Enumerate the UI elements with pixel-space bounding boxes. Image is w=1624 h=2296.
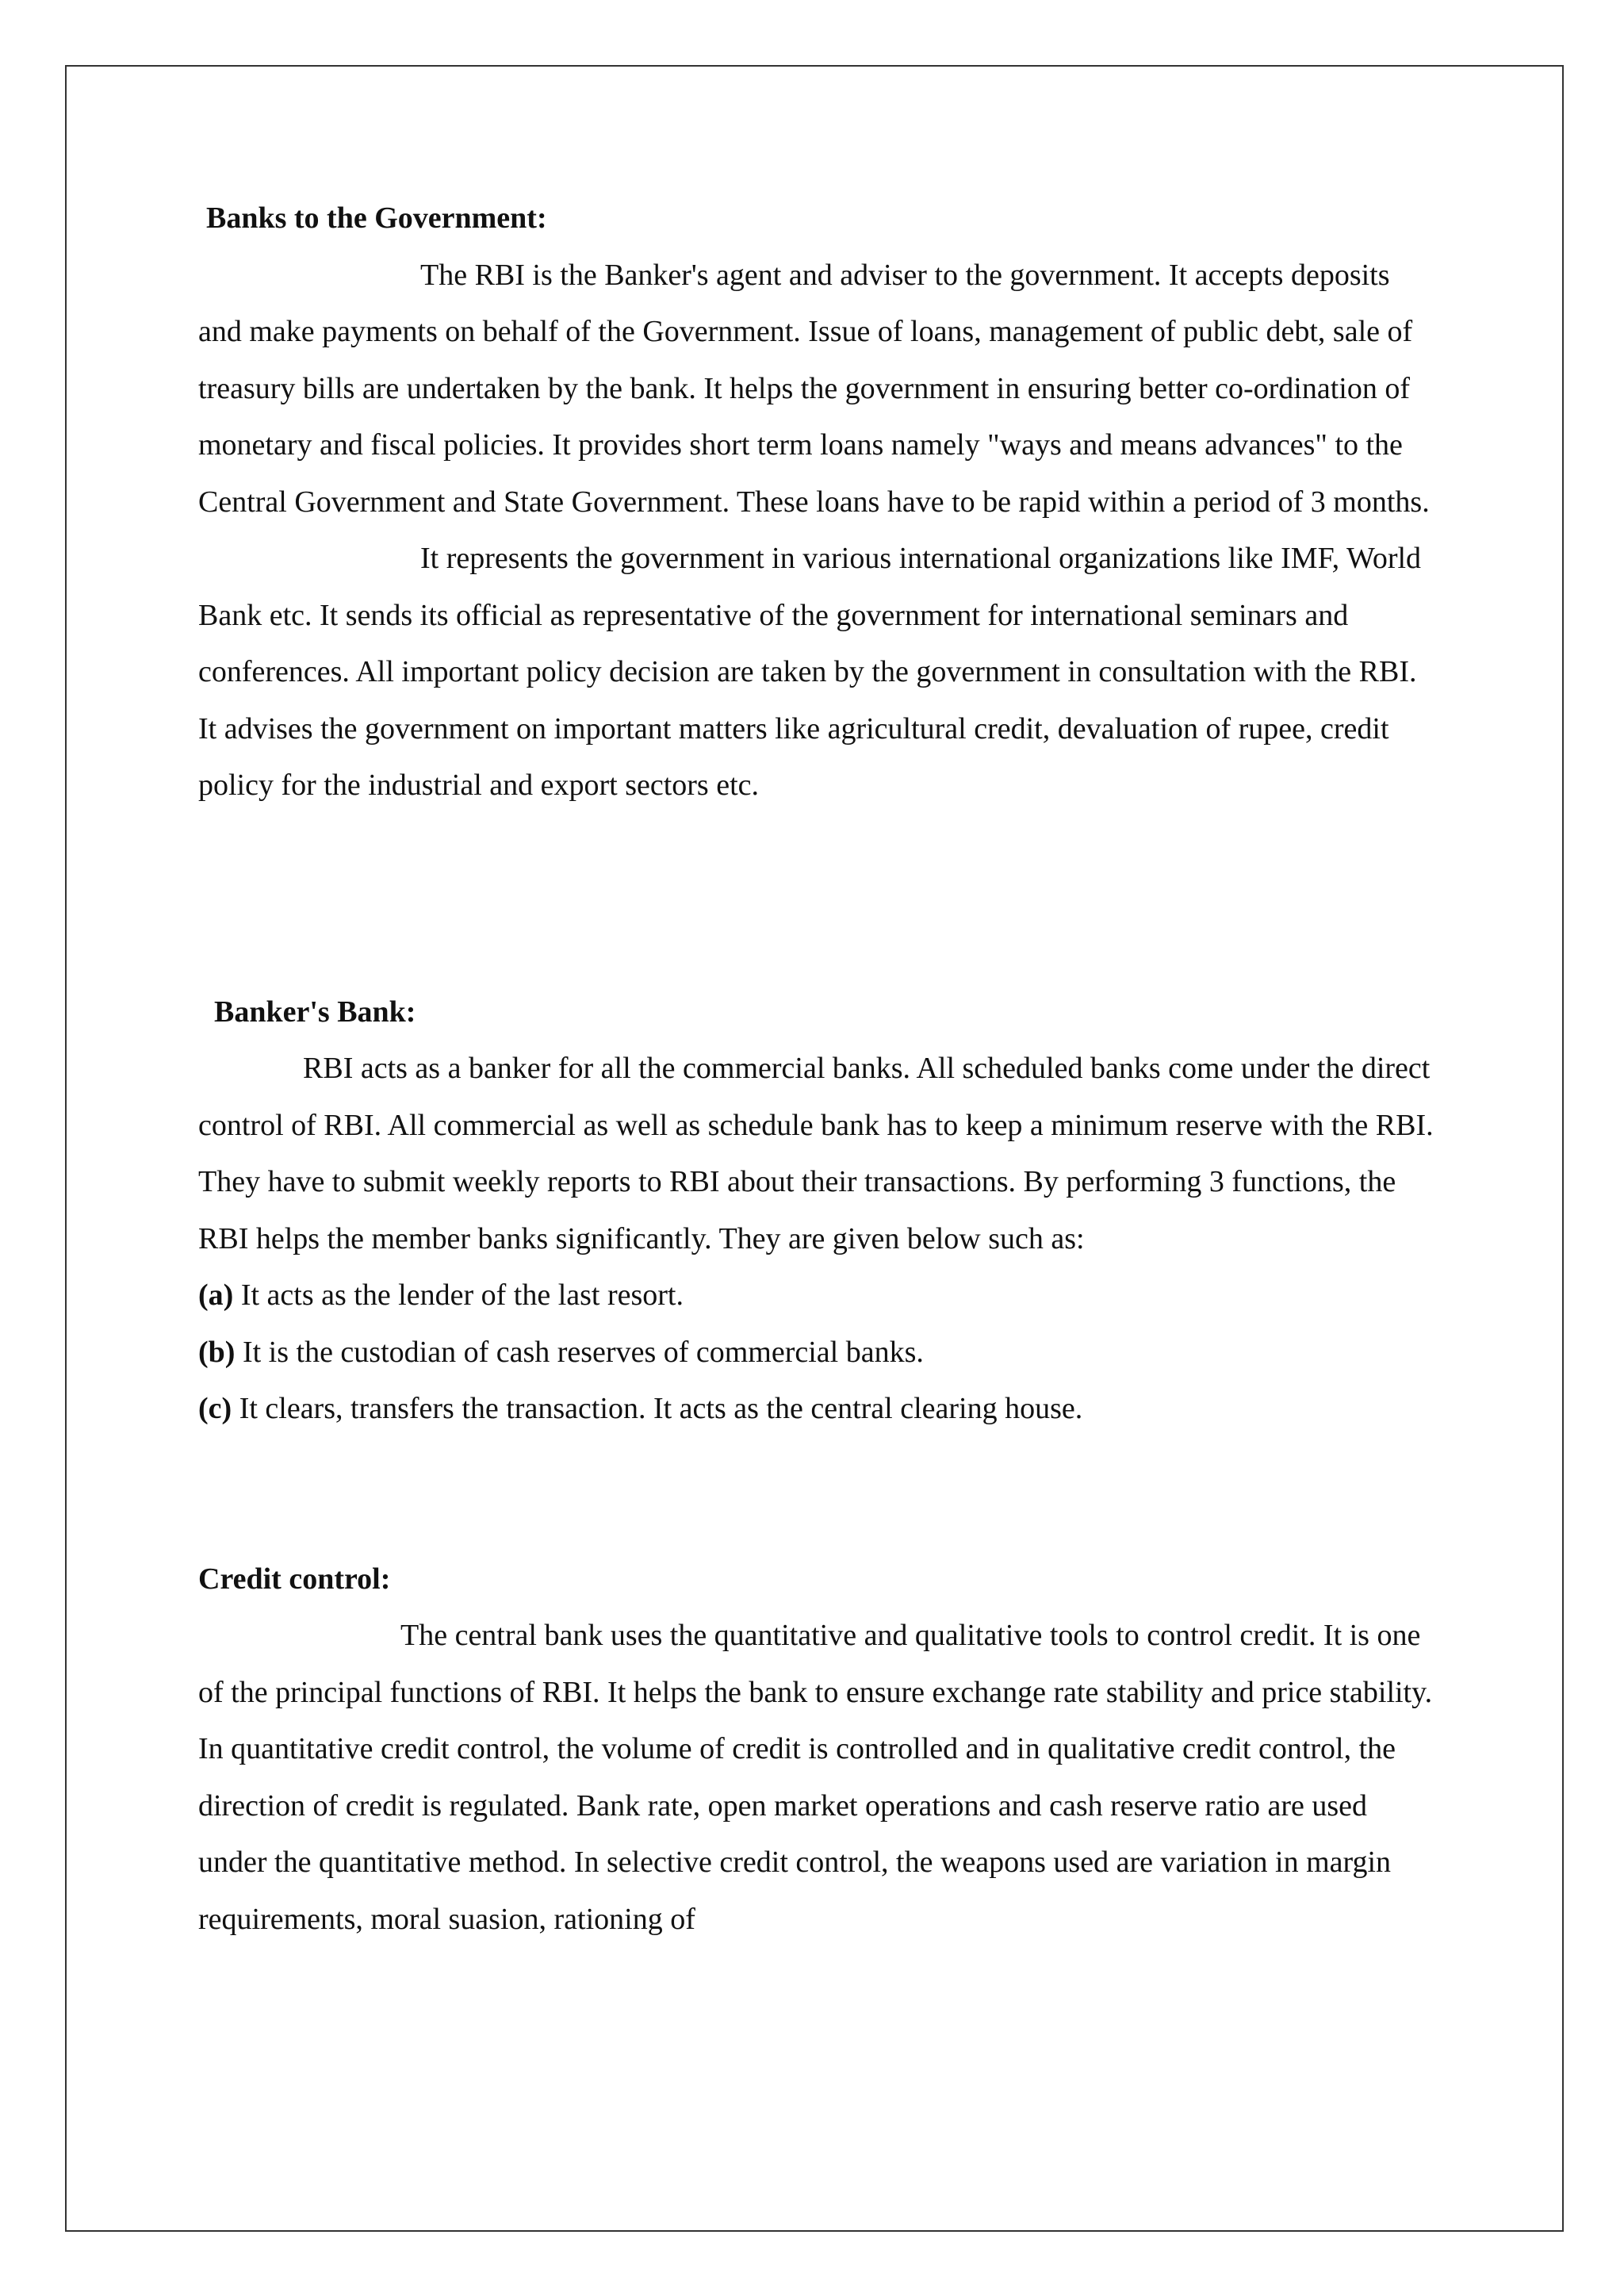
paragraph: RBI acts as a banker for all the commercial banks. All scheduled banks come under the direct control of RBI. All commercial as well as schedule bank has to keep a minimum reserve with the RBI. They have to submit weekly reports to RBI about their transactions. By performing 3 functions, the RBI helps the member banks significantly. They are given below such as: (198, 1052, 1434, 1255)
paragraph: The central bank uses the quantitative and qualitative tools to control credit. It is one of the principal functions of RBI. It helps the bank to ensure exchange rate stability and price stability. In quantitative credit control, the volume of credit is controlled and in qualitative credit control, the direction of credit is regulated. Bank rate, open market operations and cash reserve ratio are used under the quantitative method. In selective credit control, the weapons used are variation in margin requirements, moral suasion, rationing of (198, 1619, 1433, 1936)
document-body (198, 190, 1435, 1948)
section-heading: Banks to the Government: (206, 201, 547, 235)
list-item (198, 1324, 1435, 1382)
section-banks-to-government (198, 190, 1435, 815)
paragraph: It represents the government in various international organizations like IMF, World Bank etc. It sends its official as representative of the government for international seminars and conferences. All important policy decision are taken by the government in consultation with the RBI. It advises the government on important matters like agricultural credit, devaluation of rupee, credit policy for the industrial and export sectors etc. (198, 542, 1422, 802)
list-text: It is the custodian of cash reserves of commercial banks. (235, 1335, 924, 1369)
list-text: It clears, transfers the transaction. It acts as the central clearing house. (232, 1392, 1083, 1425)
list-marker: (b) (198, 1335, 236, 1369)
section-heading: Banker's Bank: (214, 995, 416, 1029)
list-item (198, 1267, 1435, 1324)
list-marker: (a) (198, 1278, 234, 1312)
paragraph: The RBI is the Banker's agent and adviser to the government. It accepts deposits and make payments on behalf of the Government. Issue of loans, management of public debt, sale of treasury bills are undertaken by the bank. It helps the government in ensuring better co-ordination of monetary and fiscal policies. It provides short term loans namely "ways and means advances" to the Central Government and State Government. These loans have to be rapid within a period of 3 months. (198, 258, 1430, 519)
section-bankers-bank (198, 984, 1435, 1438)
list-text: It acts as the lender of the last resort. (233, 1278, 684, 1312)
section-credit-control (198, 1551, 1435, 1949)
list-item (198, 1381, 1435, 1438)
list-marker: (c) (198, 1392, 232, 1425)
spacer (198, 815, 1435, 984)
spacer (198, 1438, 1435, 1551)
section-heading: Credit control: (198, 1562, 391, 1596)
